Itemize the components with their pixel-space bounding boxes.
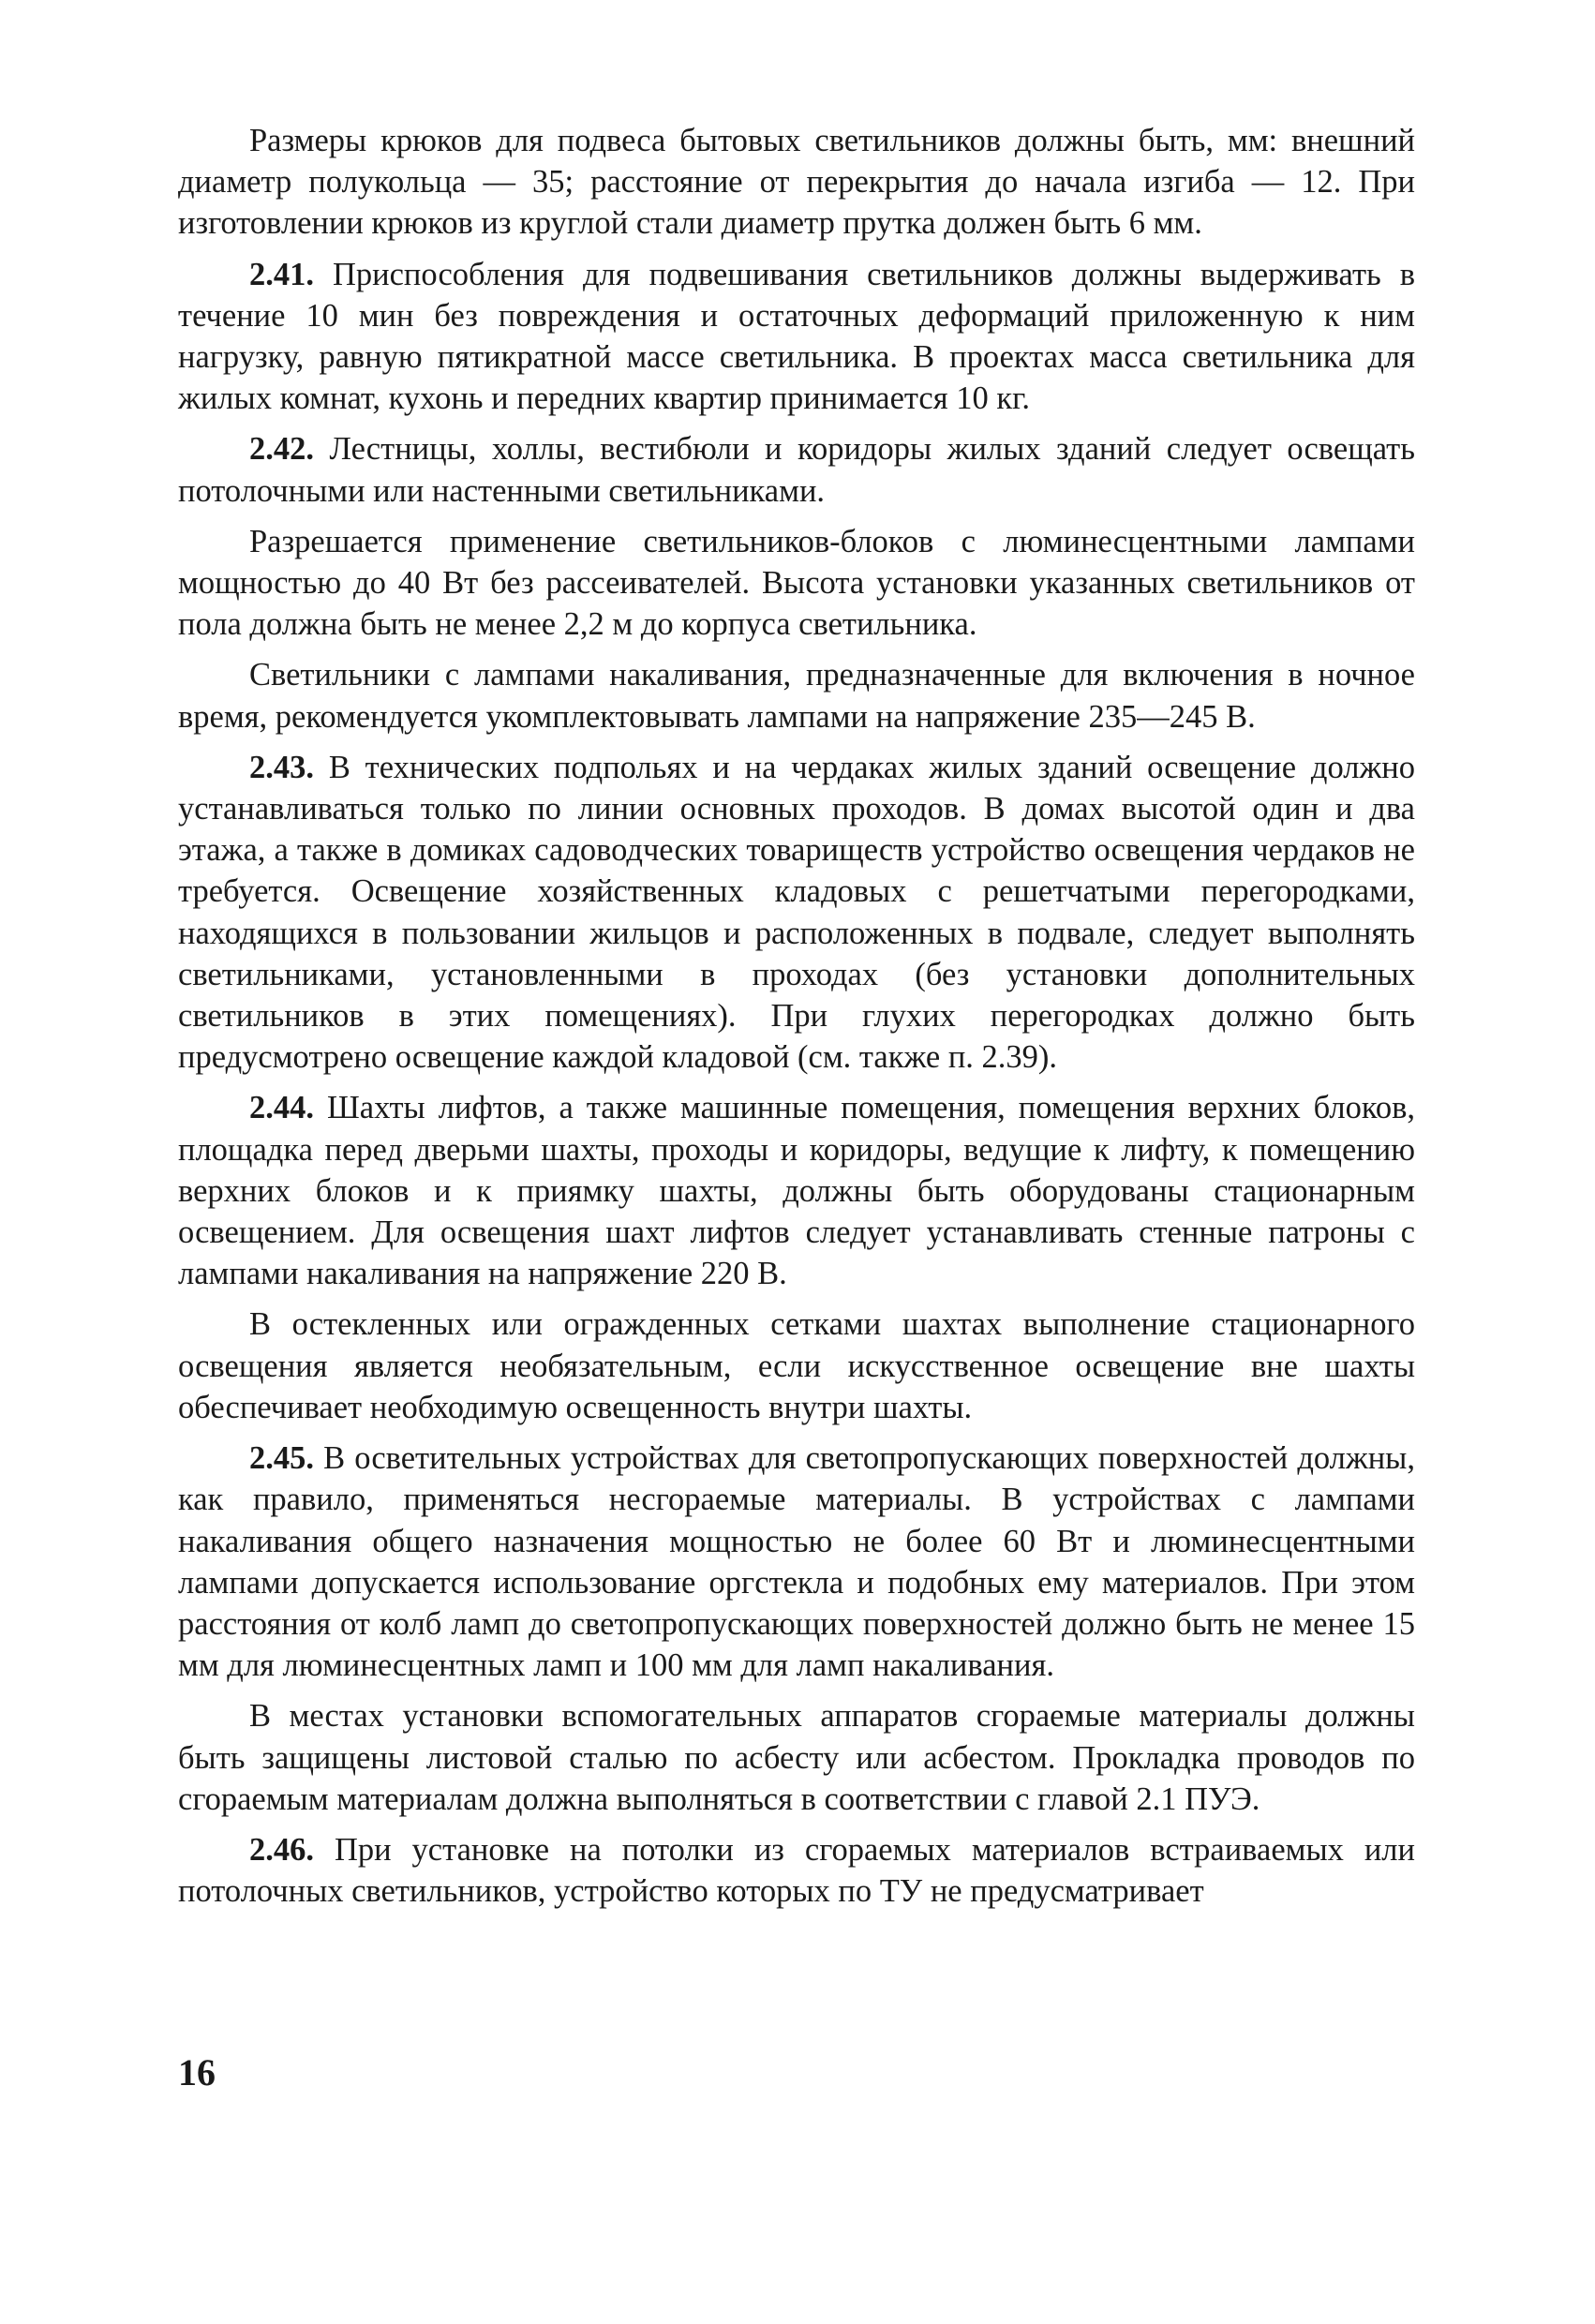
paragraph xyxy=(178,428,1415,511)
paragraph xyxy=(178,254,1415,420)
paragraph xyxy=(178,521,1415,646)
paragraph-text: Лестницы, холлы, вестибюли и коридоры жилых зданий следует освещать потолочными или настенными светильниками. xyxy=(178,431,1415,509)
paragraph-text: При установке на потолки из сгораемых материалов встраиваемых или потолочных светильников, устройство которых по ТУ не предусматривает xyxy=(178,1831,1415,1910)
paragraph-text: Размеры крюков для подвеса бытовых светильников должны быть, мм: внешний диаметр полукольца — 35; расстояние от перекрытия до начала изгиба — 12. При изготовлении крюков из круглой стали диаметр прутка должен быть 6 мм. xyxy=(178,123,1415,242)
paragraph-text: В остекленных или огражденных сетками шахтах выполнение стационарного освещения является необязательным, если искусственное освещение вне шахты обеспечивает необходимую освещенность внутри шахты. xyxy=(178,1306,1415,1425)
paragraph-text: В местах установки вспомогательных аппаратов сгораемые материалы должны быть защищены листовой сталью по асбесту или асбестом. Прокладка проводов по сгораемым материалам должна выполняться в соответствии с главой 2.1 ПУЭ. xyxy=(178,1698,1415,1817)
paragraph-text: В осветительных устройствах для светопропускающих поверхностей должны, как правило, применяться несгораемые материалы. В устройствах с лампами накаливания общего назначения мощностью не более 60 Вт и люминесцентными лампами допускается использование оргстекла и подобных ему материалов. При этом расстояния от колб ламп до светопропускающих поверхностей должно быть не менее 15 мм для люминесцентных ламп и 100 мм для ламп накаливания. xyxy=(178,1440,1415,1684)
paragraph-number: 2.45. xyxy=(249,1440,314,1477)
paragraph xyxy=(178,1829,1415,1912)
paragraph xyxy=(178,1087,1415,1294)
paragraph-text: Светильники с лампами накаливания, предназначенные для включения в ночное время, рекомендуется укомплектовывать лампами на напряжение 235—245 В. xyxy=(178,657,1415,735)
page-number: 16 xyxy=(178,2051,216,2093)
paragraph-text: Разрешается применение светильников-блоков с люминесцентными лампами мощностью до 40 Вт без рассеивателей. Высота установки указанных светильников от пола должна быть не менее 2,2 м до корпуса светильника. xyxy=(178,523,1415,643)
paragraph xyxy=(178,1304,1415,1428)
paragraph-text: В технических подпольях и на чердаках жилых зданий освещение должно устанавливаться только по линии основных проходов. В домах высотой один и два этажа, а также в домиках садоводческих товариществ устройство освещения чердаков не требуется. Освещение хозяйственных кладовых с решетчатыми перегородками, находящихся в пользовании жильцов и расположенных в подвале, следует выполнять светильниками, установленными в проходах (без установки дополнительных светильников в этих помещениях). При глухих перегородках должно быть предусмотрено освещение каждой кладовой (см. также п. 2.39). xyxy=(178,749,1415,1076)
paragraph-number: 2.46. xyxy=(249,1831,314,1868)
paragraph-text: Шахты лифтов, а также машинные помещения, помещения верхних блоков, площадка перед дверьми шахты, проходы и коридоры, ведущие к лифту, к помещению верхних блоков и к приямку шахты, должны быть оборудованы стационарным освещением. Для освещения шахт лифтов следует устанавливать стенные патроны с лампами накаливания на напряжение 220 В. xyxy=(178,1090,1415,1292)
paragraph-number: 2.42. xyxy=(249,431,314,468)
paragraph xyxy=(178,1695,1415,1820)
paragraph xyxy=(178,654,1415,737)
paragraph-number: 2.43. xyxy=(249,749,314,785)
paragraph xyxy=(178,1438,1415,1686)
paragraph-text: Приспособления для подвешивания светильников должны выдерживать в течение 10 мин без повреждения и остаточных деформаций приложенную к ним нагрузку, равную пятикратной массе светильника. В проектах масса светильника для жилых комнат, кухонь и передних квартир принимается 10 кг. xyxy=(178,256,1415,417)
paragraph-number: 2.44. xyxy=(249,1090,314,1126)
paragraph-number: 2.41. xyxy=(249,256,314,292)
paragraph xyxy=(178,120,1415,245)
paragraph xyxy=(178,747,1415,1079)
body-text xyxy=(178,120,1415,1921)
